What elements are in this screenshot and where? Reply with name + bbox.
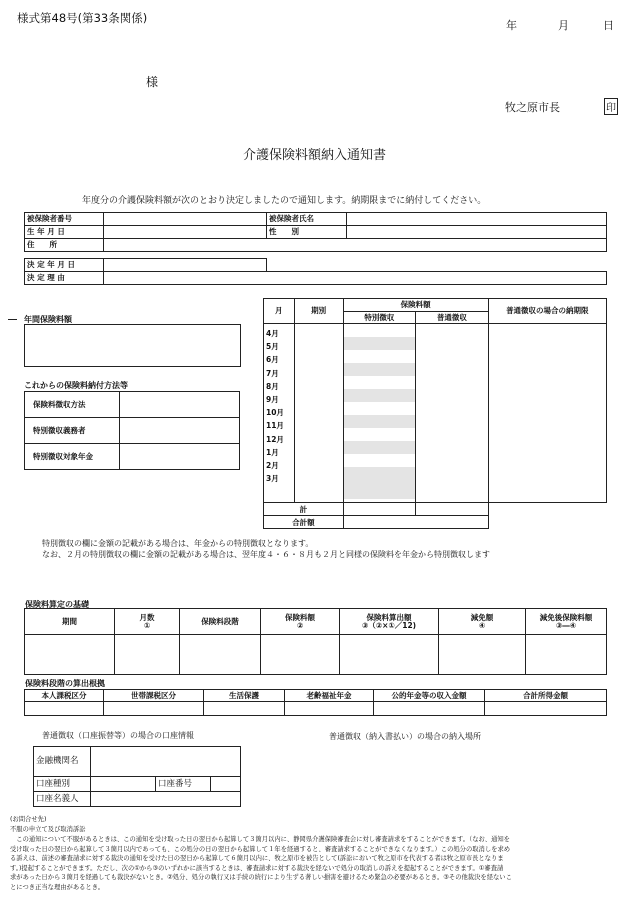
total-label: 計 — [264, 503, 344, 516]
month-row: 5月 — [266, 342, 279, 352]
month-row: 12月 — [266, 434, 284, 444]
issuer-name: 牧之原市長 — [505, 101, 560, 114]
appeal-line: 受け取った日の翌日から起算して３箇月以内であっても、この処分の日の翌日から起算して１年を経過すると、審査請求することができなくなります。）この処分の取消しを求め — [10, 845, 511, 853]
official-seal-mark: 印 — [604, 98, 618, 115]
account-holder-label: 口座名義人 — [34, 792, 91, 807]
bank-info-table — [33, 746, 241, 807]
special-pension-value — [120, 444, 240, 470]
collection-method-value — [120, 392, 240, 418]
account-number-label: 口座番号 — [156, 777, 211, 792]
decision-reason-label: 決 定 理 由 — [25, 272, 104, 285]
basis-col-period: 期間 — [25, 609, 115, 635]
appeal-line: す。)提起することができます。ただし、次の①から③のいずれかに該当するときは、審査請求に対する裁決を経ないで処分の取消しの訴えを提起することができます。①審査請 — [10, 864, 504, 872]
payment-methods-heading: これからの保険料納付方法等 — [24, 381, 128, 390]
month-row: 8月 — [266, 381, 279, 391]
annual-premium-label: 年間保険料額 — [24, 315, 72, 324]
month-row: 11月 — [266, 421, 284, 431]
stage-table — [24, 689, 607, 716]
month-row: 7月 — [266, 368, 279, 378]
normal-amount-cell — [416, 324, 488, 503]
insured-name-value — [347, 213, 607, 226]
address-value — [104, 239, 607, 252]
account-type-value — [91, 777, 156, 792]
insured-info-table — [24, 212, 607, 252]
appeal-title: 不服の申立て及び取消訴訟 — [10, 826, 86, 833]
bank-heading: 普通徴収（口座振替等）の場合の口座情報 — [42, 731, 194, 740]
special-column-header: 特別徴収 — [343, 312, 415, 324]
appeal-line: 求があった日から３箇月を経過しても裁決がないとき。②処分、処分の執行又は手続の続行により生ずる著しい損害を避けるため緊急の必要があるとき。③その他裁決を経ないこ — [10, 874, 512, 881]
month-row: 2月 — [266, 461, 279, 471]
special-pension-label: 特別徴収対象年金 — [25, 444, 120, 470]
special-collector-value — [120, 418, 240, 444]
decision-date-label: 決 定 年 月 日 — [25, 259, 104, 272]
stage-col-self-tax: 本人課税区分 — [25, 690, 104, 702]
stage-heading: 保険料段階の算出根拠 — [25, 679, 105, 688]
payment-place-heading: 普通徴収（納入書払い）の場合の納入場所 — [329, 732, 481, 741]
decision-table — [24, 258, 607, 285]
decision-reason-value — [104, 272, 607, 285]
deadline-cell — [488, 324, 606, 503]
basis-col-stage: 保険料段階 — [180, 609, 261, 635]
basis-table — [24, 608, 607, 675]
bank-institution-label: 金融機関名 — [34, 747, 91, 777]
month-row: 6月 — [266, 355, 279, 365]
address-label: 住 所 — [25, 239, 104, 252]
date-month-label: 月 — [558, 19, 569, 32]
month-row: 3月 — [266, 474, 279, 484]
period-cell — [294, 324, 343, 503]
basis-heading: 保険料算定の基礎 — [25, 600, 89, 609]
basis-col-after-reduction: 減免後保険料額 ③―④ — [526, 609, 607, 635]
collection-method-label: 保険料徴収方法 — [25, 392, 120, 418]
form-number: 様式第48号(第33条関係) — [17, 11, 148, 25]
period-column-header: 期別 — [294, 299, 343, 324]
normal-column-header: 普通徴収 — [416, 312, 488, 324]
sex-label: 性 別 — [267, 226, 347, 239]
basis-col-premium: 保険料額 ② — [261, 609, 340, 635]
payment-methods-table — [24, 391, 240, 470]
grand-total-value — [343, 516, 488, 529]
grand-total-label: 合計額 — [264, 516, 344, 529]
date-day-label: 日 — [603, 19, 614, 32]
birthdate-label: 生 年 月 日 — [25, 226, 104, 239]
note-line-1: 特別徴収の欄に金額の記載がある場合は、年金からの特別徴収となります。 — [42, 539, 314, 548]
stage-col-household-tax: 世帯課税区分 — [104, 690, 204, 702]
document-title: 介護保険料額納入通知書 — [243, 148, 387, 163]
section-marker — [8, 319, 17, 320]
account-type-label: 口座種別 — [34, 777, 91, 792]
date-year-label: 年 — [506, 19, 517, 32]
stage-col-pension-income: 公的年金等の収入金額 — [374, 690, 485, 702]
monthly-premium-table — [263, 298, 607, 529]
special-amount-cell — [343, 324, 415, 503]
account-holder-value — [91, 792, 241, 807]
addressee-suffix: 様 — [146, 75, 159, 89]
contact-label: (お問合せ先) — [10, 816, 47, 823]
decision-date-value — [104, 259, 267, 272]
appeal-text — [10, 835, 630, 892]
account-number-value — [211, 777, 241, 792]
annual-premium-box — [24, 324, 241, 367]
appeal-line: この通知について不服があるときは、この通知を受け取った日の翌日から起算して３箇月以内に、静岡県介護保険審査会に対し審査請求をすることができます。（なお、通知を — [10, 836, 510, 843]
month-list-cell — [264, 324, 295, 503]
deadline-column-header: 普通徴収の場合の納期限 — [488, 299, 606, 324]
appeal-line: る訴えは、前述の審査請求に対する裁決の通知を受けた日の翌日から起算して６箇月以内に、牧之原市を被告として(訴訟において牧之原市を代表する者は牧之原市長となりま — [10, 855, 504, 862]
bank-institution-value — [91, 747, 241, 777]
stage-col-total-income: 合計所得金額 — [485, 690, 607, 702]
stage-col-old-age-pension: 老齢福祉年金 — [285, 690, 374, 702]
month-column-header: 月 — [264, 299, 295, 324]
note-line-2: なお、２月の特別徴収の欄に金額の記載がある場合は、翌年度４・６・８月も２月と同様の保険料を年金から特別徴収します — [42, 550, 490, 559]
basis-col-reduction: 減免額 ④ — [439, 609, 526, 635]
insured-name-label: 被保険者氏名 — [267, 213, 347, 226]
month-row: 10月 — [266, 408, 284, 418]
birthdate-value — [104, 226, 267, 239]
premium-column-header: 保険料額 — [343, 299, 488, 312]
month-row: 1月 — [266, 447, 279, 457]
basis-col-calculated: 保険料算出額 ③（②×①／12) — [340, 609, 439, 635]
intro-text: 年度分の介護保険料額が次のとおり決定しましたので通知します。納期限までに納付してください。 — [82, 196, 487, 206]
insured-number-value — [104, 213, 267, 226]
sex-value — [347, 226, 607, 239]
normal-total — [416, 503, 488, 516]
special-total — [343, 503, 415, 516]
month-row: 9月 — [266, 395, 279, 405]
insured-number-label: 被保険者番号 — [25, 213, 104, 226]
basis-col-months: 月数 ① — [115, 609, 180, 635]
stage-col-welfare: 生活保護 — [204, 690, 285, 702]
special-collector-label: 特別徴収義務者 — [25, 418, 120, 444]
appeal-line: とにつき正当な理由があるとき。 — [10, 883, 105, 891]
month-row: 4月 — [266, 329, 279, 338]
